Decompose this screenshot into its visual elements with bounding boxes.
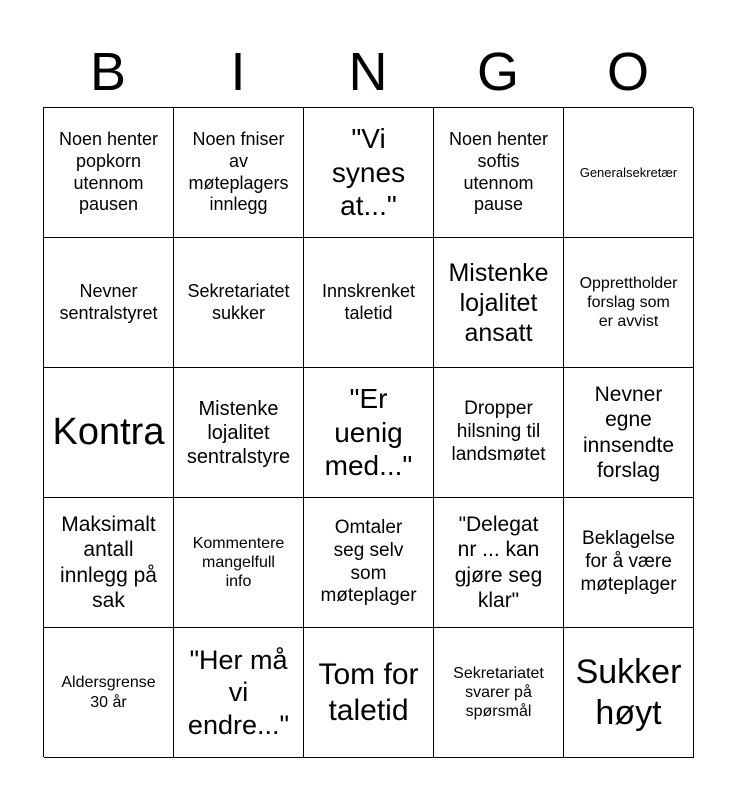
cell-text-line: nr ... kan [457, 538, 540, 562]
cell-text-line: Kontra [52, 410, 165, 453]
cell-text-line: innsendte [582, 433, 675, 457]
cell-text [449, 129, 548, 215]
cell-text-line: Sukker [575, 652, 682, 691]
bingo-cell[interactable] [564, 628, 694, 758]
cell-text-line: at..." [340, 190, 397, 222]
bingo-cell[interactable] [174, 368, 304, 498]
cell-text-line: Noen fniser [192, 129, 285, 150]
bingo-cell[interactable] [174, 238, 304, 368]
bingo-cell[interactable] [304, 628, 434, 758]
cell-text-line: utennom [73, 172, 144, 193]
cell-text-line: Sekretariatet [453, 664, 544, 682]
cell-text-line: egne [605, 408, 652, 432]
bingo-cell[interactable] [564, 498, 694, 628]
cell-text-line: pause [473, 194, 524, 215]
bingo-cell[interactable] [174, 628, 304, 758]
cell-text-line: landsmøtet [451, 443, 546, 465]
header-letter: I [230, 42, 246, 102]
cell-text [188, 644, 289, 741]
cell-text [453, 664, 544, 722]
cell-text-line: taletid [328, 693, 409, 727]
cell-text-line: Tom for [318, 657, 419, 691]
cell-text-line: Noen henter [448, 129, 549, 150]
cell-text-line: forslag som [587, 293, 670, 311]
bingo-header [43, 40, 693, 104]
bingo-cell[interactable] [434, 108, 564, 238]
cell-text [455, 512, 543, 613]
cell-text-line: Kommentere [192, 534, 285, 552]
cell-text [320, 517, 416, 608]
bingo-cell[interactable] [44, 238, 174, 368]
cell-text-line: Nevner [594, 383, 663, 407]
cell-text-line: hilsning til [456, 421, 541, 443]
cell-text-line: Dropper [464, 398, 533, 420]
cell-text-line: Noen henter [58, 129, 159, 150]
cell-text [322, 281, 415, 324]
header-letter: O [606, 42, 649, 102]
cell-text [59, 129, 158, 215]
cell-text [580, 274, 678, 332]
cell-text-line: som [350, 562, 387, 584]
cell-text-line: ansatt [464, 318, 533, 347]
cell-text-line: sukker [211, 302, 265, 323]
cell-text-line: taletid [344, 302, 393, 323]
cell-text-line: "Vi [351, 123, 386, 155]
cell-text-line: popkorn [75, 150, 142, 171]
bingo-cell[interactable] [434, 628, 564, 758]
cell-text [580, 528, 676, 596]
cell-text-line: Mistenke [198, 397, 279, 420]
cell-text-line: spørsmål [465, 703, 532, 721]
cell-text-line: med..." [324, 450, 413, 482]
cell-text-line: endre..." [187, 709, 290, 740]
bingo-cell[interactable] [304, 238, 434, 368]
cell-text [60, 512, 157, 613]
cell-text [53, 410, 165, 456]
cell-text-line: 30 år [90, 693, 127, 711]
cell-text-line: Beklagelse [582, 528, 675, 550]
cell-text-line: klar" [477, 588, 520, 612]
bingo-cell[interactable] [304, 368, 434, 498]
cell-text-line: info [225, 573, 252, 591]
cell-text-line: antall [83, 538, 134, 562]
cell-text-line: vi [228, 677, 249, 708]
cell-text [448, 258, 548, 348]
cell-text-line: møteplager [320, 585, 417, 607]
cell-text-line: Sekretariatet [187, 280, 290, 301]
bingo-cell[interactable] [564, 238, 694, 368]
cell-text [576, 652, 682, 734]
bingo-cell[interactable] [564, 108, 694, 238]
cell-text-line: er avvist [598, 313, 659, 331]
cell-text-line: "Her må [189, 644, 288, 675]
cell-text [188, 129, 288, 215]
cell-text-line: "Delegat [458, 513, 539, 537]
cell-text-line: lojalitet [207, 421, 270, 444]
bingo-cell[interactable] [564, 368, 694, 498]
cell-text-line: mangelfull [202, 553, 275, 571]
bingo-cell[interactable] [174, 108, 304, 238]
cell-text-line: Maksimalt [61, 513, 156, 537]
cell-text-line: Omtaler [334, 516, 403, 538]
cell-text-line: høyt [595, 693, 662, 732]
cell-text [452, 398, 546, 466]
bingo-cell[interactable] [304, 498, 434, 628]
header-letter: N [348, 42, 388, 102]
bingo-cell[interactable] [304, 108, 434, 238]
cell-text [187, 281, 289, 324]
cell-text-line: uenig [334, 416, 403, 448]
cell-text-line: Innskrenket [321, 280, 416, 301]
cell-text-line: av [228, 150, 248, 171]
cell-text-line: sak [92, 588, 125, 612]
cell-text-line: innlegg på [60, 563, 157, 587]
cell-text-line: innlegg [209, 194, 268, 215]
cell-text-line: forslag [596, 458, 660, 482]
cell-text-line: sentralstyre [186, 445, 291, 468]
cell-text [61, 673, 155, 711]
bingo-cell[interactable] [434, 498, 564, 628]
cell-text [332, 122, 405, 223]
bingo-cell[interactable] [44, 628, 174, 758]
cell-text [59, 281, 157, 324]
cell-text-line: pausen [78, 194, 139, 215]
bingo-cell[interactable] [44, 368, 174, 498]
bingo-cell[interactable] [174, 498, 304, 628]
cell-text [583, 382, 674, 483]
cell-text-line: Mistenke [448, 258, 549, 287]
header-letter: G [476, 42, 519, 102]
cell-text-line: "Er [349, 383, 388, 415]
cell-text-line: Generalsekretær [579, 164, 678, 180]
bingo-grid [43, 107, 693, 757]
cell-text-line: møteplagers [188, 172, 289, 193]
cell-text [187, 397, 290, 469]
cell-text-line: Opprettholder [579, 274, 678, 292]
cell-text-line: sentralstyret [59, 302, 158, 323]
cell-text-line: Aldersgrense [61, 674, 156, 692]
header-letter: B [89, 42, 127, 102]
bingo-cell[interactable] [434, 368, 564, 498]
cell-text-line: seg selv [333, 539, 404, 561]
cell-text-line: utennom [463, 172, 534, 193]
cell-text-line: softis [477, 150, 520, 171]
cell-text [580, 165, 678, 181]
cell-text [318, 657, 418, 729]
cell-text-line: Nevner [79, 280, 138, 301]
bingo-cell[interactable] [434, 238, 564, 368]
bingo-cell[interactable] [44, 108, 174, 238]
cell-text-line: svarer på [465, 683, 532, 701]
cell-text [193, 534, 285, 592]
cell-text [325, 382, 413, 483]
bingo-cell[interactable] [44, 498, 174, 628]
cell-text-line: for å være [585, 551, 672, 573]
cell-text-line: gjøre seg [454, 563, 543, 587]
cell-text-line: møteplager [580, 573, 677, 595]
cell-text-line: synes [331, 156, 406, 188]
cell-text-line: lojalitet [459, 288, 538, 317]
